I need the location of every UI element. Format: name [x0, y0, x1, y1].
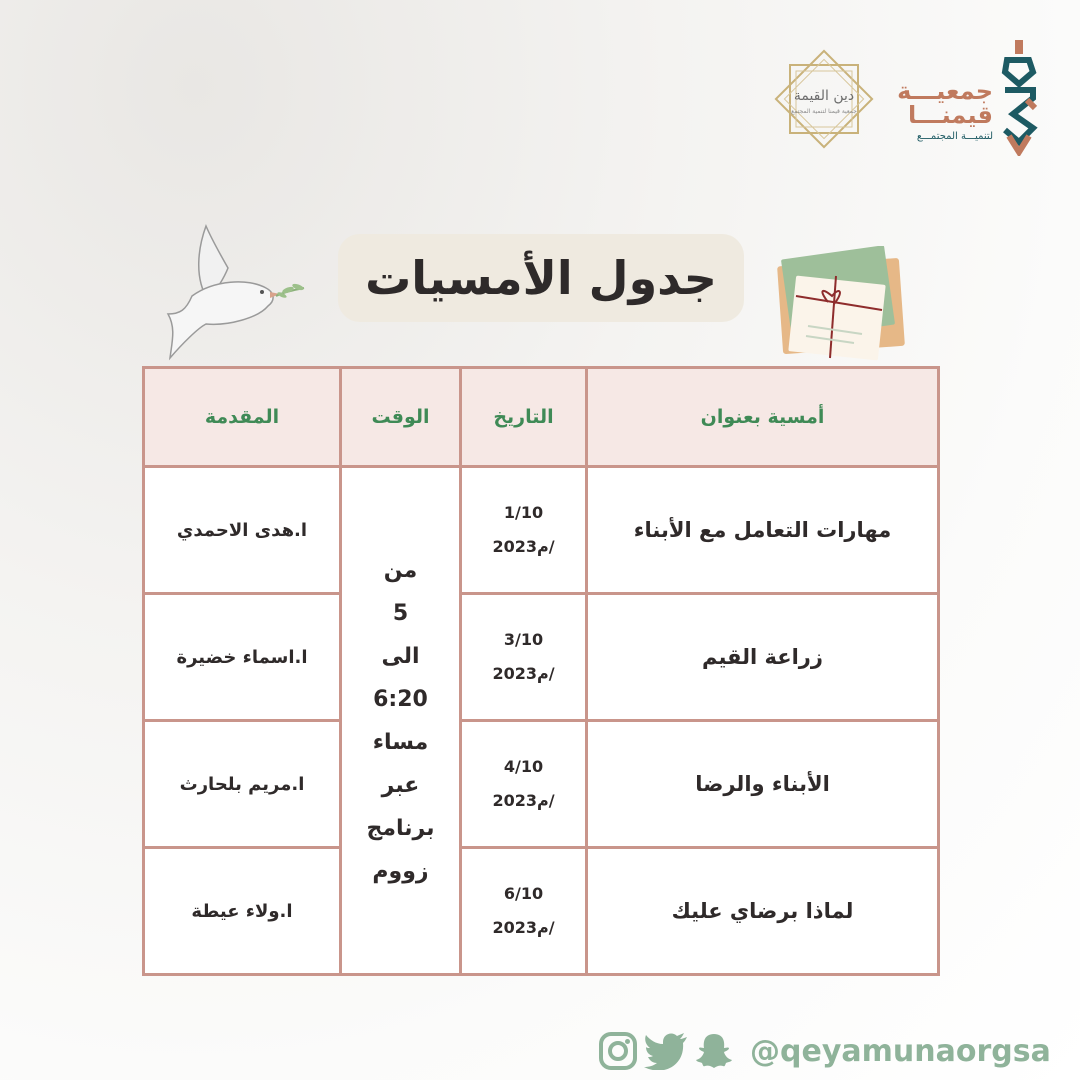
date-year: 2023م/	[492, 791, 555, 810]
time-cell	[341, 467, 461, 975]
table-row	[144, 467, 939, 594]
presenter-name: ا.اسماء خضيرة	[144, 594, 341, 721]
date-year: 2023م/	[492, 537, 555, 556]
header-time: الوقت	[341, 368, 461, 467]
evening-title: مهارات التعامل مع الأبناء	[587, 467, 939, 594]
emblem-subtitle: جمعية قيمنا لتنمية المجتمع	[791, 108, 857, 115]
evening-title: الأبناء والرضا	[587, 721, 939, 848]
date-year: 2023م/	[492, 664, 555, 683]
date-day: 4/10	[503, 757, 544, 776]
org-logo	[895, 38, 1045, 160]
org-logo-mark-icon	[997, 38, 1039, 156]
schedule-table	[142, 366, 940, 976]
header-date: التاريخ	[461, 368, 587, 467]
page-title: جدول الأمسيات	[365, 251, 717, 305]
time-line: الى	[381, 643, 420, 669]
social-handle[interactable]: @qeyamunaorgsa	[750, 1033, 1051, 1069]
table-row	[144, 594, 939, 721]
table-header-row	[144, 368, 939, 467]
presenter-name: ا.هدى الاحمدي	[144, 467, 341, 594]
dove-icon	[158, 218, 308, 363]
time-line: 6:20	[373, 686, 428, 712]
envelope-icon	[772, 246, 912, 364]
evening-date	[461, 848, 587, 975]
time-line: عبر	[381, 772, 420, 798]
time-line: 5	[392, 600, 409, 626]
emblem-title: دين القيمة	[793, 88, 855, 104]
title-banner	[338, 234, 744, 322]
presenter-name: ا.مريم بلحارث	[144, 721, 341, 848]
time-line: زووم	[372, 858, 429, 884]
time-line: برنامج	[366, 815, 435, 841]
header-presenter: المقدمة	[144, 368, 341, 467]
header-evening: أمسية بعنوان	[587, 368, 939, 467]
time-line: مساء	[372, 729, 429, 755]
emblem-logo	[770, 38, 878, 160]
evening-date	[461, 721, 587, 848]
evening-date	[461, 594, 587, 721]
snapchat-icon[interactable]	[694, 1031, 734, 1071]
org-name-line1: جمعيـــة	[897, 77, 993, 105]
org-name-line2: قيمنـــا	[907, 101, 993, 129]
evening-date	[461, 467, 587, 594]
evening-title: لماذا برضاي عليك	[587, 848, 939, 975]
time-line: من	[383, 557, 418, 583]
date-day: 3/10	[503, 630, 544, 649]
org-subtitle: لتنميـــة المجتمـــع	[916, 131, 993, 142]
social-footer	[598, 1028, 1051, 1074]
table-row	[144, 848, 939, 975]
table-row	[144, 721, 939, 848]
date-day: 1/10	[503, 503, 544, 522]
instagram-icon[interactable]	[598, 1031, 638, 1071]
date-day: 6/10	[503, 884, 544, 903]
date-year: 2023م/	[492, 918, 555, 937]
evening-title: زراعة القيم	[587, 594, 939, 721]
twitter-icon[interactable]	[644, 1032, 688, 1070]
presenter-name: ا.ولاء عيطة	[144, 848, 341, 975]
